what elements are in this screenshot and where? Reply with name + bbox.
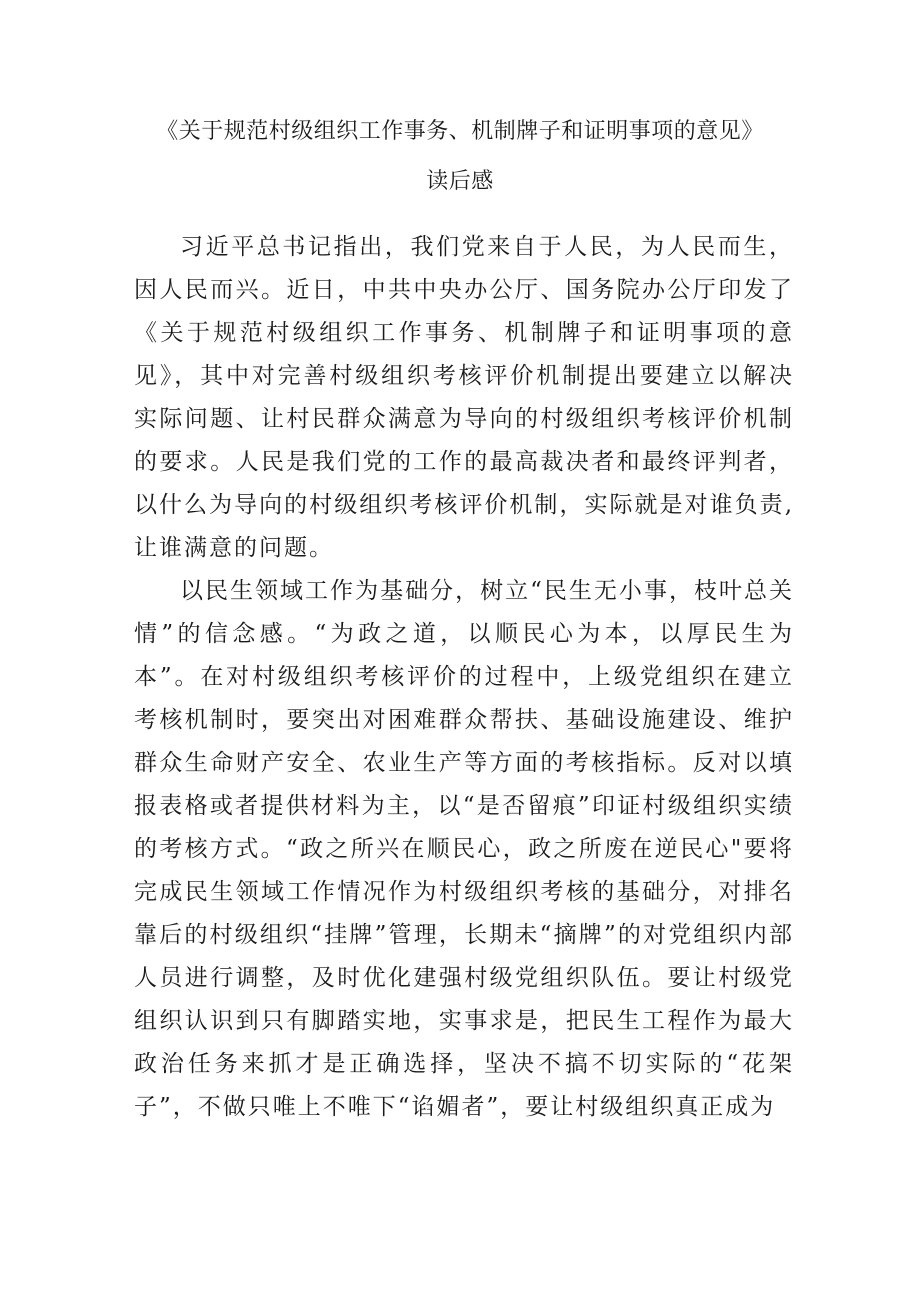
document-title: 《关于规范村级组织工作事务、机制牌子和证明事项的意见》 — [156, 119, 764, 144]
paragraph-1: 习近平总书记指出，我们党来自于人民，为人民而生，因人民而兴。近日，中共中央办公厅、国务院办公厅印发了《关于规范村级组织工作事务、机制牌子和证明事项的意见》，其中对完善村级组织考核评价机制提出要建立以解决实际问题、让村民群众满意为导向的村级组织考核评价机制的要求。人民是我们党的工作的最高裁决者和最终评判者，以什么为导向的村级组织考核评价机制，实际就是对谁负责,让谁满意的问题。 — [134, 234, 794, 561]
document-subtitle: 读后感 — [426, 169, 494, 194]
document-body — [134, 226, 794, 1129]
paragraph-2: 以民生领域工作为基础分，树立“民生无小事，枝叶总关情”的信念感。“为政之道，以顺民心为本，以厚民生为本”。在对村级组织考核评价的过程中，上级党组织在建立考核机制时，要突出对困难群众帮扶、基础设施建设、维护群众生命财产安全、农业生产等方面的考核指标。反对以填报表格或者提供材料为主，以“是否留痕”印证村级组织实绩的考核方式。“政之所兴在顺民心，政之所废在逆民心"要将完成民生领域工作情况作为村级组织考核的基础分，对排名靠后的村级组织“挂牌”管理，长期未“摘牌”的对党组织内部人员进行调整，及时优化建强村级党组织队伍。要让村级党组织认识到只有脚踏实地，实事求是，把民生工程作为最大政治任务来抓才是正确选择，坚决不搞不切实际的“花架子”，不做只唯上不唯下“谄媚者”，要让村级组织真正成为 — [134, 578, 794, 1120]
